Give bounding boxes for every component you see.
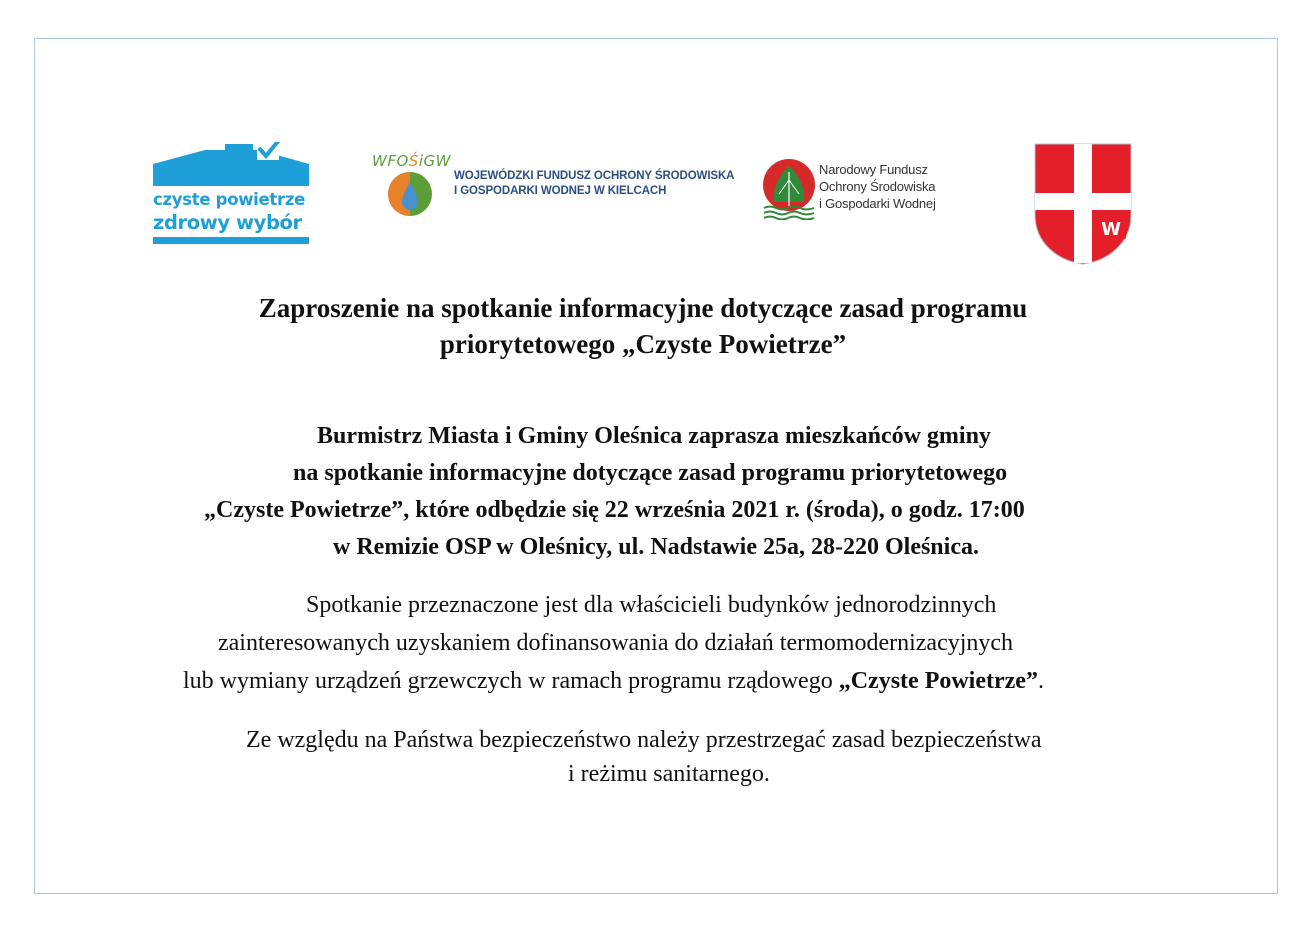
safety-line1: Ze względu na Państwa bezpieczeństwo należy przestrzegać zasad bezpieczeństwa (246, 727, 1042, 753)
invitation-line3: „Czyste Powietrze”, które odbędzie się 22 września 2021 r. (środa), o godz. 17:00 (204, 497, 1025, 523)
wfosigw-logo (372, 152, 735, 218)
purpose-line2: zainteresowanych uzyskaniem dofinansowania do działań termomodernizacyjnych (218, 630, 1014, 656)
invitation-line4: w Remizie OSP w Oleśnicy, ul. Nadstawie 25a, 28-220 Oleśnica. (333, 534, 979, 560)
czyste-powietrze-text: czyste powietrze (153, 190, 306, 209)
nfosigw-line1: Narodowy Fundusz (819, 162, 928, 177)
coat-of-arms-letter: W (1101, 219, 1121, 240)
coat-of-arms-logo (1034, 143, 1132, 265)
wfosigw-line2: I GOSPODARKI WODNEJ W KIELCACH (454, 185, 667, 197)
shield-cross-icon (1034, 143, 1132, 265)
safety-line2: i reżimu sanitarnego. (568, 761, 770, 787)
nfosigw-line3: i Gospodarki Wodnej (819, 196, 936, 211)
water-drop-circle-icon (384, 172, 436, 216)
invitation-title (0, 290, 1316, 362)
invitation-line2: na spotkanie informacyjne dotyczące zasad programu priorytetowego (293, 460, 1008, 486)
purpose-program-name: „Czyste Powietrze” (838, 668, 1038, 694)
nfosigw-logo (762, 158, 962, 222)
title-line2: priorytetowego „Czyste Powietrze” (439, 329, 847, 359)
purpose-line3: lub wymiany urządzeń grzewczych w ramach programu rządowego „Czyste Powietrze”. (183, 668, 1044, 694)
wfosigw-line1: WOJEWÓDZKI FUNDUSZ OCHRONY ŚRODOWISKA (454, 170, 735, 182)
nfosigw-line2: Ochrony Środowiska (819, 179, 936, 194)
zdrowy-wybor-text: zdrowy wybór (153, 211, 302, 234)
wfosigw-mark: WFOŚiGW (372, 152, 451, 170)
tree-circle-icon (762, 158, 816, 220)
czyste-powietrze-logo (153, 142, 309, 246)
invitation-line1: Burmistrz Miasta i Gminy Oleśnica zaprasza mieszkańców gminy (317, 423, 991, 449)
title-line1: Zaproszenie na spotkanie informacyjne dotyczące zasad programu (258, 293, 1028, 323)
purpose-line1: Spotkanie przeznaczone jest dla właścicieli budynków jednorodzinnych (306, 592, 997, 618)
